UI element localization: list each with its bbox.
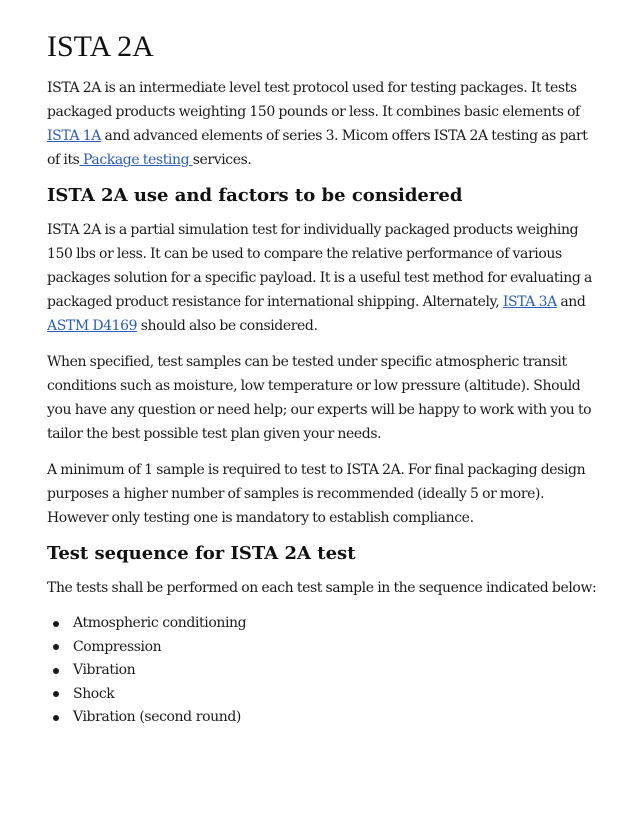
atmospheric-conditions-paragraph: When specified, test samples can be tested under specific atmospheric transit conditions such as moisture, low temperature or low pressure (altitude). Should you have any question or need help; our experts will be happy to work with you to tailor the best possible test plan given your needs. [47,354,592,442]
list-item [53,636,598,660]
sample-count-paragraph: A minimum of 1 sample is required to test to ISTA 2A. For final packaging design purposes a higher number of samples is recommended (ideally 5 or more). However only testing one is mandatory to establish compliance. [47,462,586,526]
astm-d4169-link[interactable]: ASTM D4169 [47,318,138,334]
bullet-icon [53,644,59,650]
test-sequence-intro: The tests shall be performed on each test sample in the sequence indicated below: [47,580,597,596]
section-heading-test-sequence: Test sequence for ISTA 2A test [47,543,356,564]
list-item-label: Compression [73,638,162,655]
intro-text-2: and advanced elements of series 3. Micom offers ISTA 2A testing as part of its [47,128,588,168]
partial-simulation-text-1: ISTA 2A is a partial simulation test for individually packaged products weighing 150 lbs or less. It can be used to compare the relative performance of various packages solution for a specific payload. It is a useful test method for evaluating a packaged product resistance for international shipping. Alternately, [47,222,592,310]
intro-paragraph [47,76,598,172]
partial-simulation-text-3: should also be considered. [137,318,318,334]
bullet-icon [53,621,59,627]
intro-text-1: ISTA 2A is an intermediate level test protocol used for testing packages. It tests packaged products weighting 150 pounds or less. It combines basic elements of [47,80,580,120]
bullet-icon [53,715,59,721]
section-heading-use-factors: ISTA 2A use and factors to be considered [47,185,463,206]
list-item [53,612,598,636]
list-item-label: Atmospheric conditioning [73,615,247,631]
bullet-icon [53,668,59,674]
list-item-label: Shock [73,685,115,702]
bullet-icon [53,691,59,697]
list-item [53,706,598,730]
package-testing-link[interactable]: Package testing [79,152,193,168]
page-title: ISTA 2A [47,30,154,63]
list-item-label: Vibration [73,662,136,678]
list-item-label: Vibration (second round) [73,709,241,725]
intro-text-3: services. [192,152,252,168]
list-item [53,659,598,683]
partial-simulation-paragraph [47,218,598,338]
list-item [53,683,598,707]
test-sequence-list [47,612,598,730]
ista-1a-link[interactable]: ISTA 1A [47,128,101,144]
partial-simulation-text-2: and [556,294,586,310]
ista-3a-link[interactable]: ISTA 3A [502,294,557,310]
